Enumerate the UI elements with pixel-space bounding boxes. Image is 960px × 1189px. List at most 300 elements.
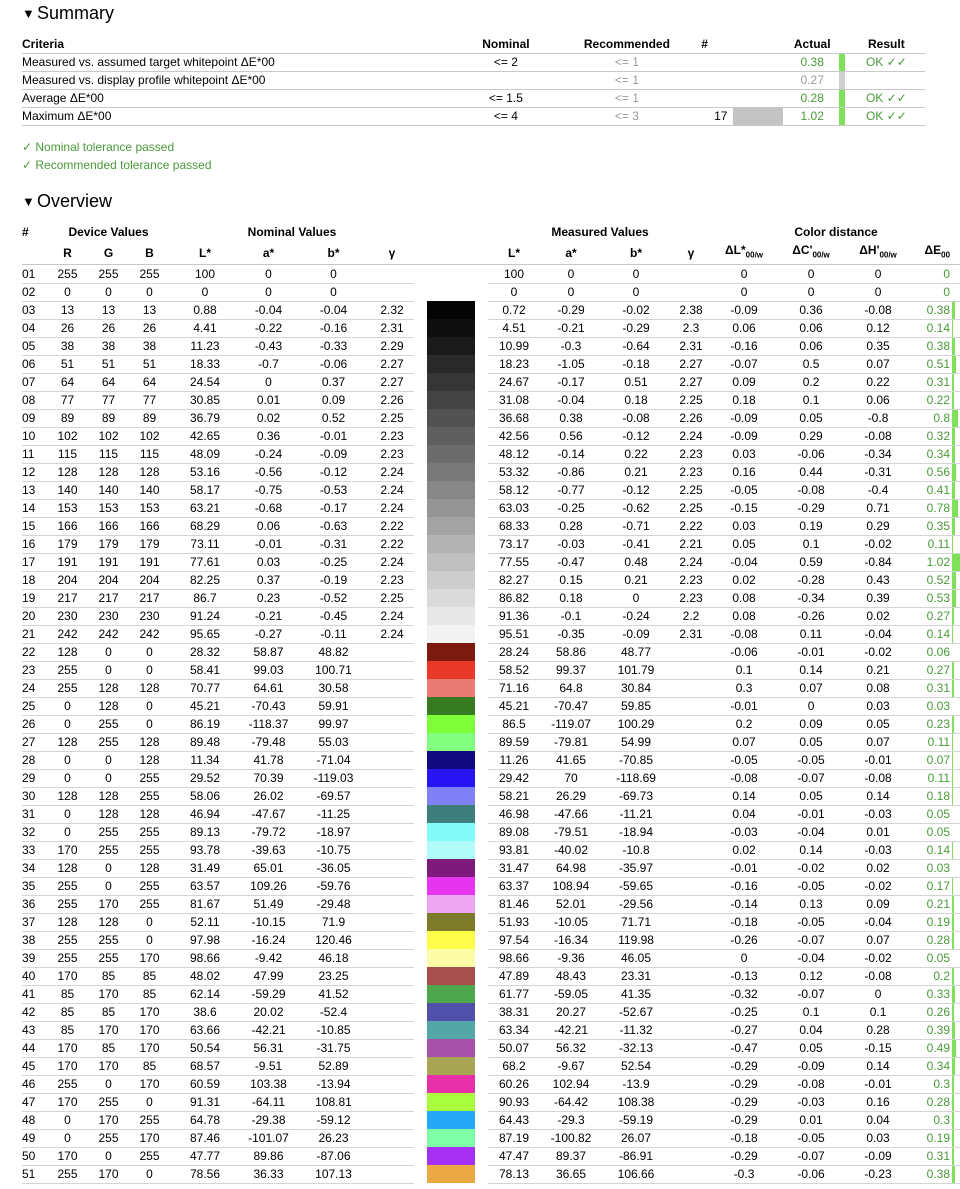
- criteria-cell: Average ΔE*00: [22, 90, 434, 108]
- measured-b-cell: 23.31: [602, 967, 670, 985]
- device-b-cell: 170: [129, 1129, 170, 1147]
- result-header: Result: [848, 36, 925, 54]
- delta-e-bar: [952, 931, 960, 949]
- delta-h-cell: 0: [846, 283, 910, 301]
- color-swatch: [414, 1039, 488, 1057]
- delta-e-bar: [952, 805, 960, 823]
- index-cell: 51: [22, 1165, 47, 1183]
- table-row: [22, 535, 960, 553]
- measured-gamma-cell: 2.38: [670, 301, 712, 319]
- delta-c-cell: -0.07: [776, 931, 846, 949]
- nominal-gamma-cell: [370, 841, 414, 859]
- measured-b-cell: 54.99: [602, 733, 670, 751]
- delta-e-cell: 0.38: [910, 1165, 952, 1183]
- nominal-b-cell: 120.46: [297, 931, 370, 949]
- color-swatch: [414, 769, 488, 787]
- device-b-cell: 128: [129, 805, 170, 823]
- swatch-fill: [427, 715, 475, 733]
- index-cell: 16: [22, 535, 47, 553]
- table-row: [22, 481, 960, 499]
- overview-heading[interactable]: ▼ Overview: [22, 188, 924, 214]
- device-g-cell: 85: [88, 1039, 129, 1057]
- nominal-a-cell: -0.27: [240, 625, 297, 643]
- nominal-a-cell: -47.67: [240, 805, 297, 823]
- delta-l-cell: 0: [712, 283, 776, 301]
- index-cell: 22: [22, 643, 47, 661]
- delta-c-cell: 0.1: [776, 391, 846, 409]
- table-row: [22, 967, 960, 985]
- measured-gamma-cell: 2.23: [670, 463, 712, 481]
- delta-e-bar: [952, 751, 960, 769]
- device-g-cell: 170: [88, 1111, 129, 1129]
- measured-a-cell: 64.8: [540, 679, 602, 697]
- measured-l-cell: 89.59: [488, 733, 540, 751]
- swatch-fill: [427, 1111, 475, 1129]
- device-b-cell: 128: [129, 679, 170, 697]
- color-swatch: [414, 913, 488, 931]
- color-swatch: [414, 1147, 488, 1165]
- delta-e-cell: 0.38: [910, 301, 952, 319]
- device-g-cell: 255: [88, 1129, 129, 1147]
- recommended-cell: <= 3: [578, 108, 676, 126]
- index-cell: 30: [22, 787, 47, 805]
- device-b-cell: 230: [129, 607, 170, 625]
- nominal-l-cell: 63.21: [170, 499, 240, 517]
- nominal-gamma-cell: 2.24: [370, 607, 414, 625]
- device-g-cell: 128: [88, 463, 129, 481]
- nominal-gamma-cell: [370, 1039, 414, 1057]
- swatch-fill: [427, 589, 475, 607]
- device-r-cell: 128: [47, 787, 88, 805]
- device-g-cell: 0: [88, 859, 129, 877]
- measured-a-cell: 58.86: [540, 643, 602, 661]
- nominal-l-cell: 11.23: [170, 337, 240, 355]
- table-row: [22, 427, 960, 445]
- delta-c-cell: 0.59: [776, 553, 846, 571]
- measured-a-cell: -1.05: [540, 355, 602, 373]
- delta-h-cell: -0.04: [846, 913, 910, 931]
- measured-gamma-cell: [670, 1111, 712, 1129]
- swatch-fill: [427, 931, 475, 949]
- index-cell: 38: [22, 931, 47, 949]
- delta-c-cell: 0.12: [776, 967, 846, 985]
- delta-h-cell: 0: [846, 265, 910, 284]
- delta-e-bar: [952, 499, 960, 517]
- measured-a-cell: -0.04: [540, 391, 602, 409]
- measured-b-cell: 0: [602, 265, 670, 284]
- nominal-cell: <= 2: [434, 54, 578, 72]
- swatch-fill: [427, 481, 475, 499]
- index-cell: 46: [22, 1075, 47, 1093]
- nominal-l-cell: 24.54: [170, 373, 240, 391]
- measured-l-cell: 50.07: [488, 1039, 540, 1057]
- delta-l-cell: 0.06: [712, 319, 776, 337]
- device-r-cell: 166: [47, 517, 88, 535]
- worst-patch-bar: [733, 72, 784, 90]
- delta-h-cell: 0.06: [846, 391, 910, 409]
- table-row: [22, 625, 960, 643]
- measured-b-cell: -0.29: [602, 319, 670, 337]
- index-cell: 07: [22, 373, 47, 391]
- nominal-a-cell: -59.29: [240, 985, 297, 1003]
- measured-gamma-cell: [670, 1021, 712, 1039]
- col-delta-l: $\Delta L*_{00/w}$: [712, 241, 776, 265]
- delta-e-cell: 0.53: [910, 589, 952, 607]
- device-r-cell: 85: [47, 985, 88, 1003]
- device-g-cell: 0: [88, 751, 129, 769]
- nominal-l-cell: 73.11: [170, 535, 240, 553]
- nominal-l-cell: 70.77: [170, 679, 240, 697]
- col-nominal-b: b*: [297, 241, 370, 265]
- delta-l-cell: -0.08: [712, 625, 776, 643]
- nominal-a-cell: -0.56: [240, 463, 297, 481]
- delta-l-cell: -0.27: [712, 1021, 776, 1039]
- swatch-fill: [427, 535, 475, 553]
- delta-e-cell: 0.05: [910, 949, 952, 967]
- measured-values-header: Measured Values: [551, 225, 649, 239]
- measured-a-cell: 20.27: [540, 1003, 602, 1021]
- device-b-cell: 255: [129, 787, 170, 805]
- color-swatch: [414, 967, 488, 985]
- count-header: #: [676, 36, 734, 54]
- device-r-cell: 170: [47, 1039, 88, 1057]
- nominal-b-cell: 46.18: [297, 949, 370, 967]
- delta-c-cell: 0.44: [776, 463, 846, 481]
- measured-b-cell: 0.21: [602, 463, 670, 481]
- nominal-b-cell: 0.52: [297, 409, 370, 427]
- measured-b-cell: -0.64: [602, 337, 670, 355]
- swatch-fill: [427, 733, 475, 751]
- delta-e-cell: 0.03: [910, 859, 952, 877]
- measured-l-cell: 68.2: [488, 1057, 540, 1075]
- delta-l-cell: -0.09: [712, 301, 776, 319]
- measured-a-cell: 41.65: [540, 751, 602, 769]
- delta-c-cell: -0.28: [776, 571, 846, 589]
- delta-l-cell: -0.05: [712, 481, 776, 499]
- swatch-fill: [427, 877, 475, 895]
- delta-h-cell: 0.05: [846, 715, 910, 733]
- measured-a-cell: -0.35: [540, 625, 602, 643]
- delta-c-cell: 0: [776, 265, 846, 284]
- col-delta-e: $\Delta E_{00}$: [910, 241, 952, 265]
- criteria-cell: Maximum ΔE*00: [22, 108, 434, 126]
- device-g-cell: 255: [88, 823, 129, 841]
- color-swatch: [414, 787, 488, 805]
- nominal-b-cell: 26.23: [297, 1129, 370, 1147]
- device-r-cell: 0: [47, 283, 88, 301]
- delta-l-cell: -0.01: [712, 697, 776, 715]
- delta-e-cell: 0.56: [910, 463, 952, 481]
- delta-h-cell: 0.08: [846, 679, 910, 697]
- measured-gamma-cell: 2.22: [670, 517, 712, 535]
- delta-e-bar: [952, 1129, 960, 1147]
- delta-l-cell: 0.02: [712, 571, 776, 589]
- delta-h-cell: 0.71: [846, 499, 910, 517]
- nominal-a-cell: -0.7: [240, 355, 297, 373]
- device-g-cell: 128: [88, 787, 129, 805]
- nominal-a-cell: 0.37: [240, 571, 297, 589]
- delta-e-bar: [952, 301, 960, 319]
- measured-b-cell: 0.22: [602, 445, 670, 463]
- nominal-l-cell: 63.57: [170, 877, 240, 895]
- measured-b-cell: 71.71: [602, 913, 670, 931]
- measured-l-cell: 63.37: [488, 877, 540, 895]
- swatch-fill: [427, 373, 475, 391]
- delta-c-cell: 0.05: [776, 733, 846, 751]
- color-swatch: [414, 697, 488, 715]
- actual-marker: [839, 108, 847, 126]
- nominal-a-cell: 0.36: [240, 427, 297, 445]
- nominal-l-cell: 58.17: [170, 481, 240, 499]
- nominal-cell: <= 4: [434, 108, 578, 126]
- device-r-cell: 0: [47, 697, 88, 715]
- swatch-fill: [427, 1003, 475, 1021]
- device-b-cell: 217: [129, 589, 170, 607]
- measured-b-cell: -59.19: [602, 1111, 670, 1129]
- nominal-b-cell: -13.94: [297, 1075, 370, 1093]
- color-swatch: [414, 661, 488, 679]
- nominal-cell: <= 1.5: [434, 90, 578, 108]
- nominal-l-cell: 64.78: [170, 1111, 240, 1129]
- nominal-gamma-cell: [370, 1129, 414, 1147]
- summary-row: [22, 108, 925, 126]
- swatch-fill: [427, 1039, 475, 1057]
- measured-b-cell: -70.85: [602, 751, 670, 769]
- device-b-cell: 255: [129, 1111, 170, 1129]
- delta-e-cell: 0.11: [910, 769, 952, 787]
- result-cell: OK ✓✓: [848, 108, 925, 126]
- actual-marker: [839, 54, 847, 72]
- index-cell: 44: [22, 1039, 47, 1057]
- nominal-gamma-cell: [370, 265, 414, 284]
- delta-c-cell: 0: [776, 697, 846, 715]
- device-r-cell: 0: [47, 751, 88, 769]
- delta-h-cell: -0.01: [846, 1075, 910, 1093]
- measured-gamma-cell: [670, 679, 712, 697]
- measured-b-cell: 0.18: [602, 391, 670, 409]
- delta-e-cell: 0.33: [910, 985, 952, 1003]
- delta-e-cell: 0.05: [910, 805, 952, 823]
- measured-a-cell: 99.37: [540, 661, 602, 679]
- delta-h-cell: -0.31: [846, 463, 910, 481]
- nominal-b-cell: 108.81: [297, 1093, 370, 1111]
- device-r-cell: 51: [47, 355, 88, 373]
- delta-l-cell: -0.29: [712, 1093, 776, 1111]
- measured-gamma-cell: [670, 841, 712, 859]
- nominal-gamma-cell: [370, 751, 414, 769]
- delta-l-cell: 0.08: [712, 607, 776, 625]
- device-r-cell: 255: [47, 895, 88, 913]
- measured-a-cell: -0.86: [540, 463, 602, 481]
- delta-h-cell: -0.02: [846, 535, 910, 553]
- device-r-cell: 128: [47, 913, 88, 931]
- nominal-gamma-cell: 2.32: [370, 301, 414, 319]
- delta-e-bar: [952, 409, 960, 427]
- color-swatch: [414, 715, 488, 733]
- nominal-l-cell: 18.33: [170, 355, 240, 373]
- swatch-fill: [427, 553, 475, 571]
- measured-a-cell: 36.65: [540, 1165, 602, 1183]
- nominal-a-cell: -70.43: [240, 697, 297, 715]
- measured-gamma-cell: [670, 697, 712, 715]
- measured-a-cell: -0.1: [540, 607, 602, 625]
- delta-c-cell: 0.36: [776, 301, 846, 319]
- index-cell: 02: [22, 283, 47, 301]
- index-cell: 43: [22, 1021, 47, 1039]
- measured-gamma-cell: 2.2: [670, 607, 712, 625]
- delta-l-cell: -0.3: [712, 1165, 776, 1183]
- delta-l-cell: -0.47: [712, 1039, 776, 1057]
- delta-l-cell: -0.29: [712, 1147, 776, 1165]
- delta-l-cell: -0.04: [712, 553, 776, 571]
- delta-l-cell: -0.16: [712, 877, 776, 895]
- delta-e-bar: [952, 877, 960, 895]
- measured-a-cell: 0.38: [540, 409, 602, 427]
- delta-e-cell: 0.17: [910, 877, 952, 895]
- device-g-cell: 89: [88, 409, 129, 427]
- delta-e-bar: [952, 517, 960, 535]
- nominal-b-cell: -11.25: [297, 805, 370, 823]
- measured-l-cell: 0.72: [488, 301, 540, 319]
- delta-e-bar: [952, 1165, 960, 1183]
- measured-l-cell: 4.51: [488, 319, 540, 337]
- nominal-b-cell: 48.82: [297, 643, 370, 661]
- table-row: [22, 859, 960, 877]
- measured-b-cell: 59.85: [602, 697, 670, 715]
- nominal-l-cell: 53.16: [170, 463, 240, 481]
- nominal-l-cell: 47.77: [170, 1147, 240, 1165]
- delta-e-cell: 0.3: [910, 1111, 952, 1129]
- device-g-cell: 204: [88, 571, 129, 589]
- device-b-cell: 115: [129, 445, 170, 463]
- nominal-a-cell: -0.75: [240, 481, 297, 499]
- delta-l-cell: -0.25: [712, 1003, 776, 1021]
- swatch-fill: [427, 319, 475, 337]
- device-b-cell: 255: [129, 1147, 170, 1165]
- device-g-cell: 170: [88, 895, 129, 913]
- measured-l-cell: 45.21: [488, 697, 540, 715]
- device-r-cell: 140: [47, 481, 88, 499]
- delta-e-bar: [952, 895, 960, 913]
- measured-l-cell: 97.54: [488, 931, 540, 949]
- device-g-cell: 170: [88, 1057, 129, 1075]
- nominal-b-cell: -0.11: [297, 625, 370, 643]
- device-g-cell: 85: [88, 1003, 129, 1021]
- delta-e-cell: 0.19: [910, 913, 952, 931]
- swatch-fill: [427, 1021, 475, 1039]
- nominal-b-cell: 23.25: [297, 967, 370, 985]
- color-swatch: [414, 877, 488, 895]
- nominal-l-cell: 45.21: [170, 697, 240, 715]
- index-cell: 26: [22, 715, 47, 733]
- delta-h-cell: 0.1: [846, 1003, 910, 1021]
- nominal-l-cell: 58.06: [170, 787, 240, 805]
- delta-l-cell: 0: [712, 265, 776, 284]
- index-cell: 45: [22, 1057, 47, 1075]
- measured-l-cell: 90.93: [488, 1093, 540, 1111]
- nominal-a-cell: 0.06: [240, 517, 297, 535]
- table-row: [22, 463, 960, 481]
- nominal-gamma-cell: [370, 679, 414, 697]
- nominal-b-cell: -0.63: [297, 517, 370, 535]
- nominal-b-cell: -0.31: [297, 535, 370, 553]
- color-swatch: [414, 859, 488, 877]
- device-g-cell: 38: [88, 337, 129, 355]
- measured-a-cell: 0: [540, 283, 602, 301]
- summary-row: [22, 54, 925, 72]
- device-b-cell: 170: [129, 1003, 170, 1021]
- swatch-fill: [427, 985, 475, 1003]
- nominal-a-cell: -0.43: [240, 337, 297, 355]
- nominal-l-cell: 48.09: [170, 445, 240, 463]
- table-row: [22, 1129, 960, 1147]
- nominal-gamma-cell: [370, 787, 414, 805]
- delta-c-cell: 0.04: [776, 1021, 846, 1039]
- device-g-cell: 128: [88, 913, 129, 931]
- col-delta-c: $\Delta C'_{00/w}$: [776, 241, 846, 265]
- delta-c-cell: -0.04: [776, 823, 846, 841]
- device-g-cell: 115: [88, 445, 129, 463]
- index-cell: 28: [22, 751, 47, 769]
- tolerance-passed-item: ✓ Nominal tolerance passed: [22, 140, 175, 154]
- device-r-cell: 255: [47, 679, 88, 697]
- col-b: B: [129, 241, 170, 265]
- table-row: [22, 391, 960, 409]
- actual-cell: 0.27: [785, 72, 840, 90]
- measured-l-cell: 58.21: [488, 787, 540, 805]
- measured-l-cell: 64.43: [488, 1111, 540, 1129]
- measured-gamma-cell: [670, 643, 712, 661]
- nominal-b-cell: -10.85: [297, 1021, 370, 1039]
- nominal-gamma-cell: 2.23: [370, 445, 414, 463]
- nominal-l-cell: 100: [170, 265, 240, 284]
- device-b-cell: 0: [129, 697, 170, 715]
- delta-l-cell: 0.14: [712, 787, 776, 805]
- measured-l-cell: 38.31: [488, 1003, 540, 1021]
- device-b-cell: 170: [129, 1021, 170, 1039]
- summary-heading[interactable]: ▼ Summary: [22, 0, 924, 26]
- nominal-b-cell: -87.06: [297, 1147, 370, 1165]
- measured-b-cell: -86.91: [602, 1147, 670, 1165]
- nominal-a-cell: 0.03: [240, 553, 297, 571]
- measured-b-cell: 26.07: [602, 1129, 670, 1147]
- nominal-gamma-cell: [370, 823, 414, 841]
- delta-e-bar: [952, 787, 960, 805]
- actual-cell: 0.28: [785, 90, 840, 108]
- measured-b-cell: -0.08: [602, 409, 670, 427]
- measured-gamma-cell: 2.23: [670, 589, 712, 607]
- measured-l-cell: 63.34: [488, 1021, 540, 1039]
- col-measured-gamma: γ: [670, 241, 712, 265]
- device-g-cell: 255: [88, 715, 129, 733]
- measured-l-cell: 31.47: [488, 859, 540, 877]
- nominal-a-cell: 41.78: [240, 751, 297, 769]
- delta-l-cell: 0.09: [712, 373, 776, 391]
- measured-gamma-cell: [670, 265, 712, 284]
- delta-h-cell: 0.07: [846, 931, 910, 949]
- device-values-header: Device Values: [68, 225, 149, 239]
- nominal-b-cell: -0.45: [297, 607, 370, 625]
- delta-l-cell: 0.07: [712, 733, 776, 751]
- table-row: [22, 1057, 960, 1075]
- table-row: [22, 409, 960, 427]
- delta-e-bar: [952, 859, 960, 877]
- index-cell: 41: [22, 985, 47, 1003]
- device-b-cell: 77: [129, 391, 170, 409]
- nominal-gamma-cell: [370, 1147, 414, 1165]
- delta-c-cell: -0.34: [776, 589, 846, 607]
- table-row: [22, 841, 960, 859]
